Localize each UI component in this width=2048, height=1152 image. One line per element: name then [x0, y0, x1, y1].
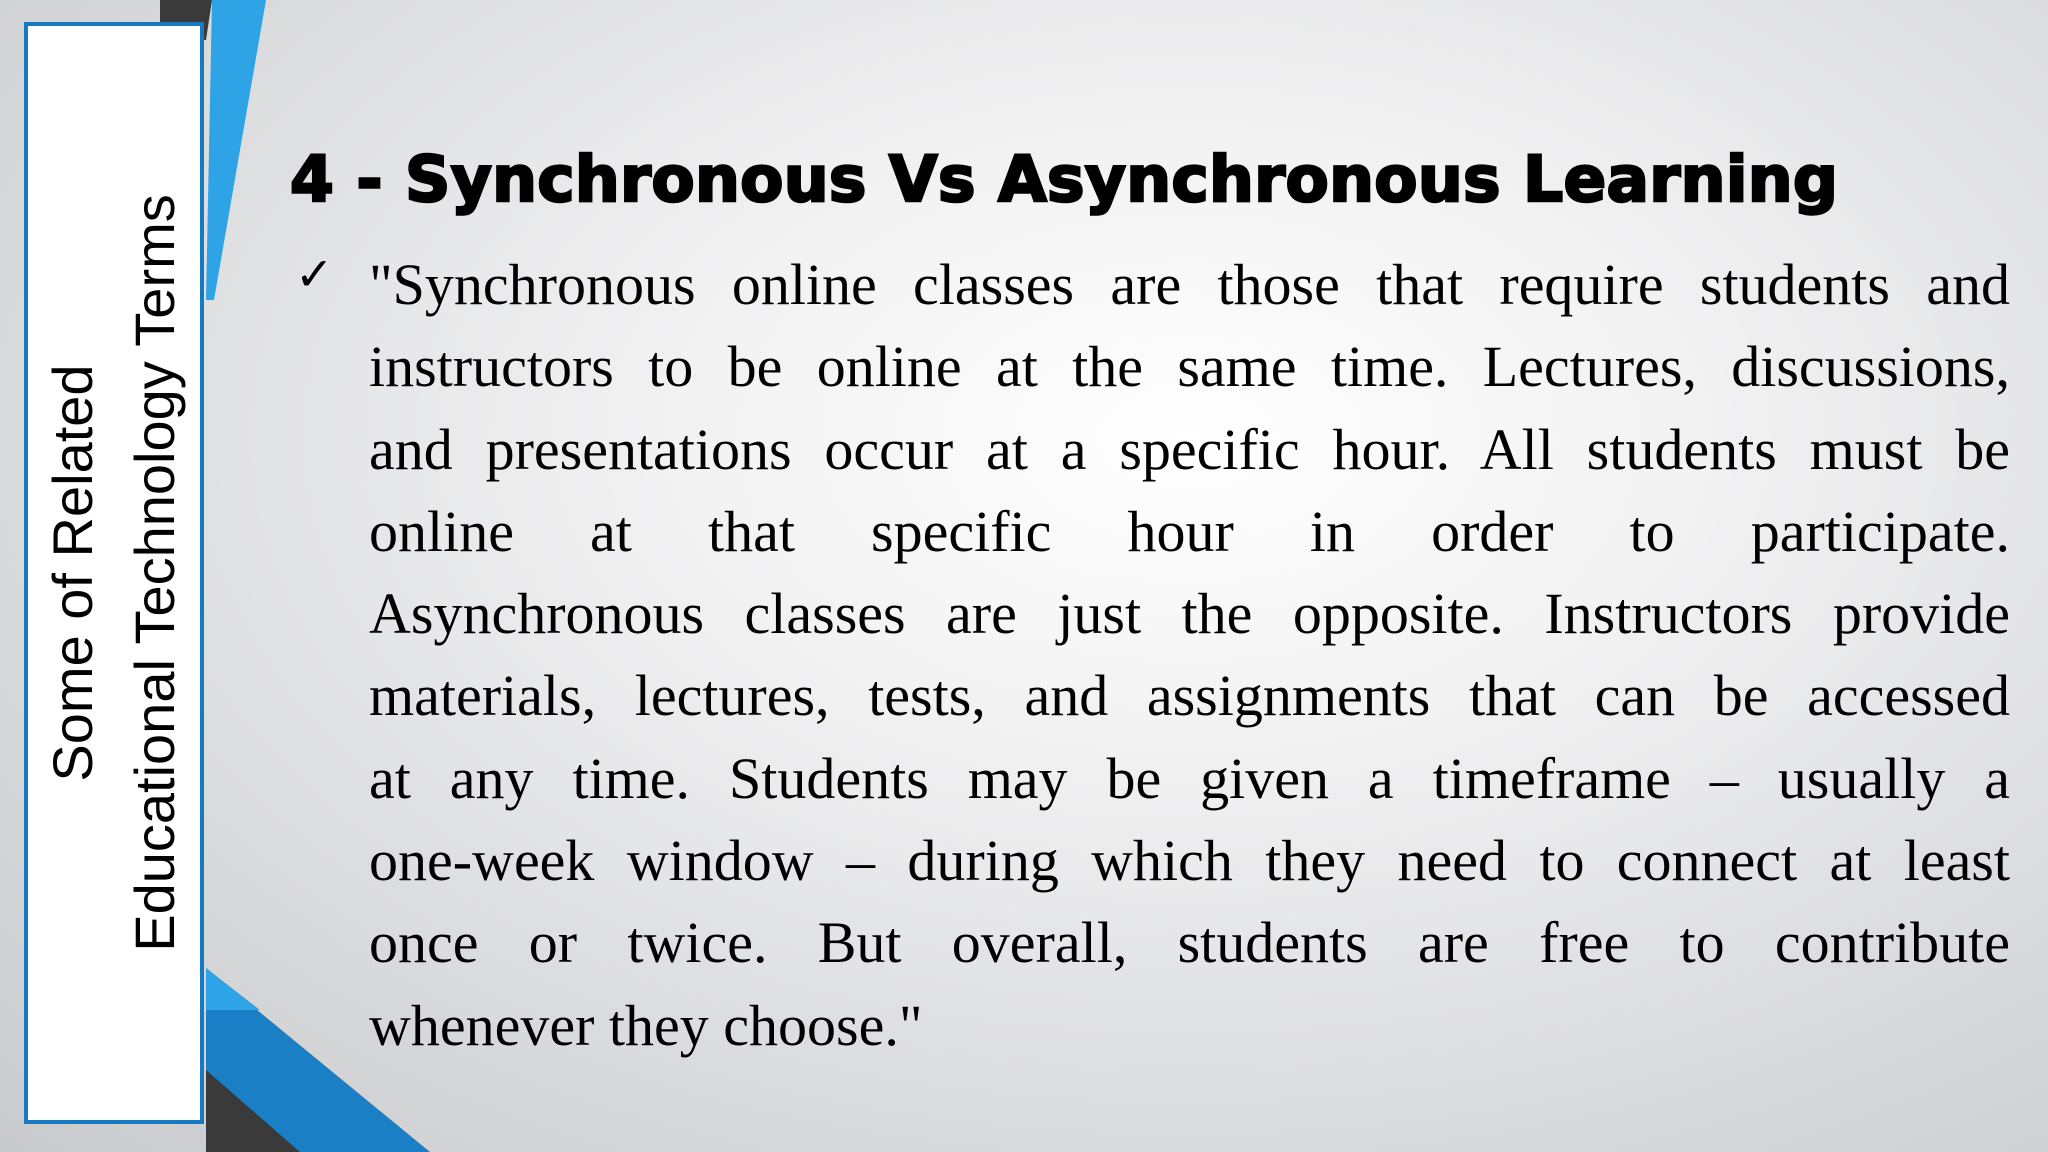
paragraph-line: instructors to be online at the same time. Lectures, discussions,: [369, 334, 2010, 400]
bottom-blue-light: [206, 968, 260, 1010]
bullet-paragraph: [369, 244, 2010, 1067]
paragraph-line: materials, lectures, tests, and assignments that can be accessed: [369, 663, 2010, 729]
paragraph-line: Asynchronous classes are just the opposite. Instructors provide: [369, 581, 2010, 647]
checkmark-icon: ✓: [295, 247, 334, 301]
top-blue-stripe: [206, 0, 266, 300]
paragraph-line: whenever they choose.": [369, 992, 923, 1058]
paragraph-line: "Synchronous online classes are those that require students and: [369, 252, 2010, 317]
side-label-line-2: Educational Technology Terms: [123, 194, 186, 952]
side-label-line-1: Some of Related: [41, 364, 104, 782]
paragraph-line: once or twice. But overall, students are free to contribute: [369, 910, 2010, 976]
paragraph-line: at any time. Students may be given a timeframe – usually a: [369, 745, 2010, 811]
paragraph-line: online at that specific hour in order to participate.: [369, 498, 2010, 564]
side-label: [32, 194, 196, 952]
paragraph-line: one-week window – during which they need to connect at least: [369, 828, 2010, 894]
paragraph-line: and presentations occur at a specific hour. All students must be: [369, 416, 2010, 482]
slide-title: 4 - Synchronous Vs Asynchronous Learning: [290, 143, 1839, 216]
